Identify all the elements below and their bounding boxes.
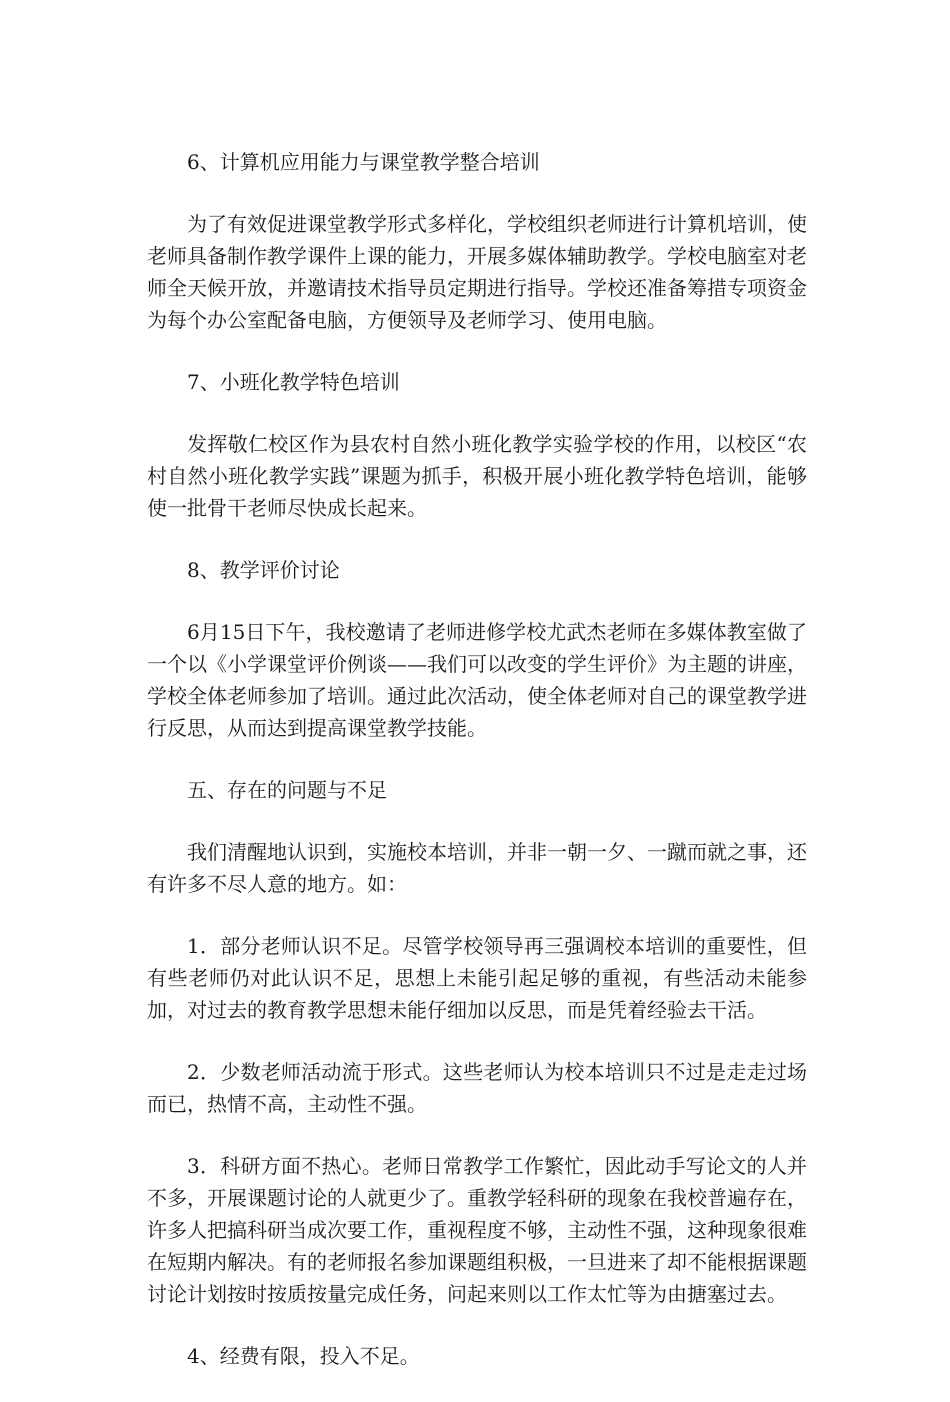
paragraph-teaching-evaluation: 6月15日下午，我校邀请了老师进修学校尤武杰老师在多媒体教室做了一个以《小学课堂评价例谈——我们可以改变的学生评价》为主题的讲座，学校全体老师参加了培训。通过此次活动，使全体老师对自己的课堂教学进行反思，从而达到提高课堂教学技能。: [147, 620, 807, 740]
section-heading-funding: 4、经费有限，投入不足。: [187, 1344, 420, 1368]
document-page: [147, 146, 807, 1402]
paragraph-computer-training: 为了有效促进课堂教学形式多样化，学校组织老师进行计算机培训，使老师具备制作教学课件上课的能力，开展多媒体辅助教学。学校电脑室对老师全天候开放，并邀请技术指导员定期进行指导。学校还准备筹措专项资金为每个办公室配备电脑，方便领导及老师学习、使用电脑。: [147, 212, 807, 332]
paragraph-small-class: 发挥敬仁校区作为县农村自然小班化教学实验学校的作用，以校区“农村自然小班化教学实践”课题为抓手，积极开展小班化教学特色培训，能够使一批骨干老师尽快成长起来。: [147, 432, 807, 520]
section-heading-small-class: 7、小班化教学特色培训: [187, 370, 400, 394]
paragraph-problem-3: 3．科研方面不热心。老师日常教学工作繁忙，因此动手写论文的人并不多，开展课题讨论的人就更少了。重教学轻科研的现象在我校普遍存在，许多人把搞科研当成次要工作，重视程度不够，主动性不强，这种现象很难在短期内解决。有的老师报名参加课题组积极，一旦进来了却不能根据课题讨论计划按时按质按量完成任务，问起来则以工作太忙等为由搪塞过去。: [147, 1154, 807, 1306]
paragraph-problem-1: 1．部分老师认识不足。尽管学校领导再三强调校本培训的重要性，但有些老师仍对此认识不足，思想上未能引起足够的重视，有些活动未能参加，对过去的教育教学思想未能仔细加以反思，而是凭着经验去干活。: [147, 934, 807, 1022]
section-heading-teaching-evaluation: 8、教学评价讨论: [187, 558, 340, 582]
section-heading-problems: 五、存在的问题与不足: [187, 778, 387, 802]
section-heading-computer-training: 6、计算机应用能力与课堂教学整合培训: [187, 150, 540, 174]
paragraph-problem-2: 2．少数老师活动流于形式。这些老师认为校本培训只不过是走走过场而已，热情不高，主动性不强。: [147, 1060, 807, 1116]
paragraph-problems-intro: 我们清醒地认识到，实施校本培训，并非一朝一夕、一蹴而就之事，还有许多不尽人意的地方。如：: [147, 840, 807, 896]
